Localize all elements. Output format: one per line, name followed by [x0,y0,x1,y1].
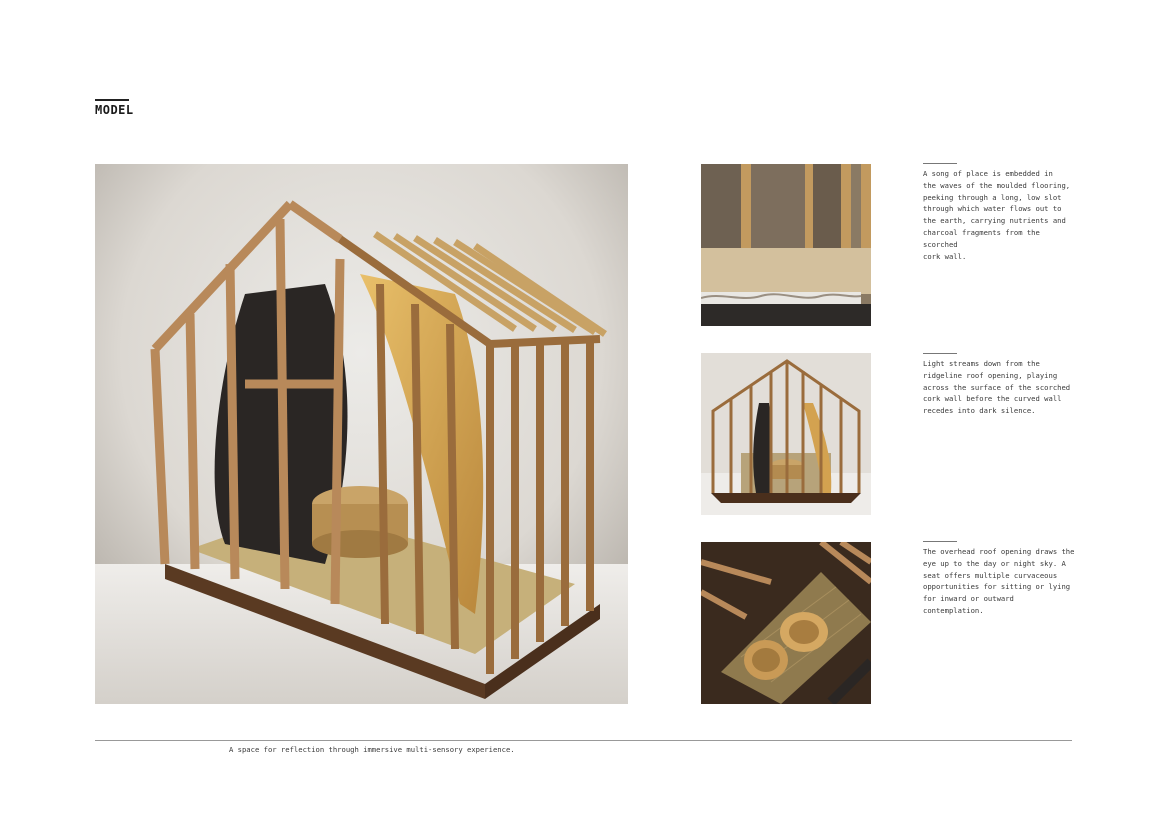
detail-photo-floor [701,164,871,326]
note-light [923,353,1075,417]
note-text: Light streams down from the ridgeline roof opening, playing across the surface of the scorched cork wall before the curved wall recedes into dark silence. [923,359,1071,416]
detail-photo-front-view [701,353,871,515]
detail-photo-seat-top [701,542,871,704]
note-text: A song of place is embedded in the waves of the moulded flooring, peeking through a long, low slot through which water flows out to the earth, carrying nutrients and charcoal fragments from the scorched cork wall. [923,169,1071,261]
page-title: MODEL [95,103,134,117]
bottom-rule [95,740,1072,741]
note-rule [923,353,957,354]
note-floor [923,163,1075,262]
title-rule [95,99,129,101]
note-rule [923,163,957,164]
note-text: The overhead roof opening draws the eye up to the day or night sky. A seat offers multiple curvaceous opportunities for sitting or lying for inward or outward contemplation. [923,547,1075,615]
note-roof-opening [923,541,1075,617]
page-caption: A space for reflection through immersive multi-sensory experience. [229,745,515,754]
main-model-photo [95,164,628,704]
note-rule [923,541,957,542]
